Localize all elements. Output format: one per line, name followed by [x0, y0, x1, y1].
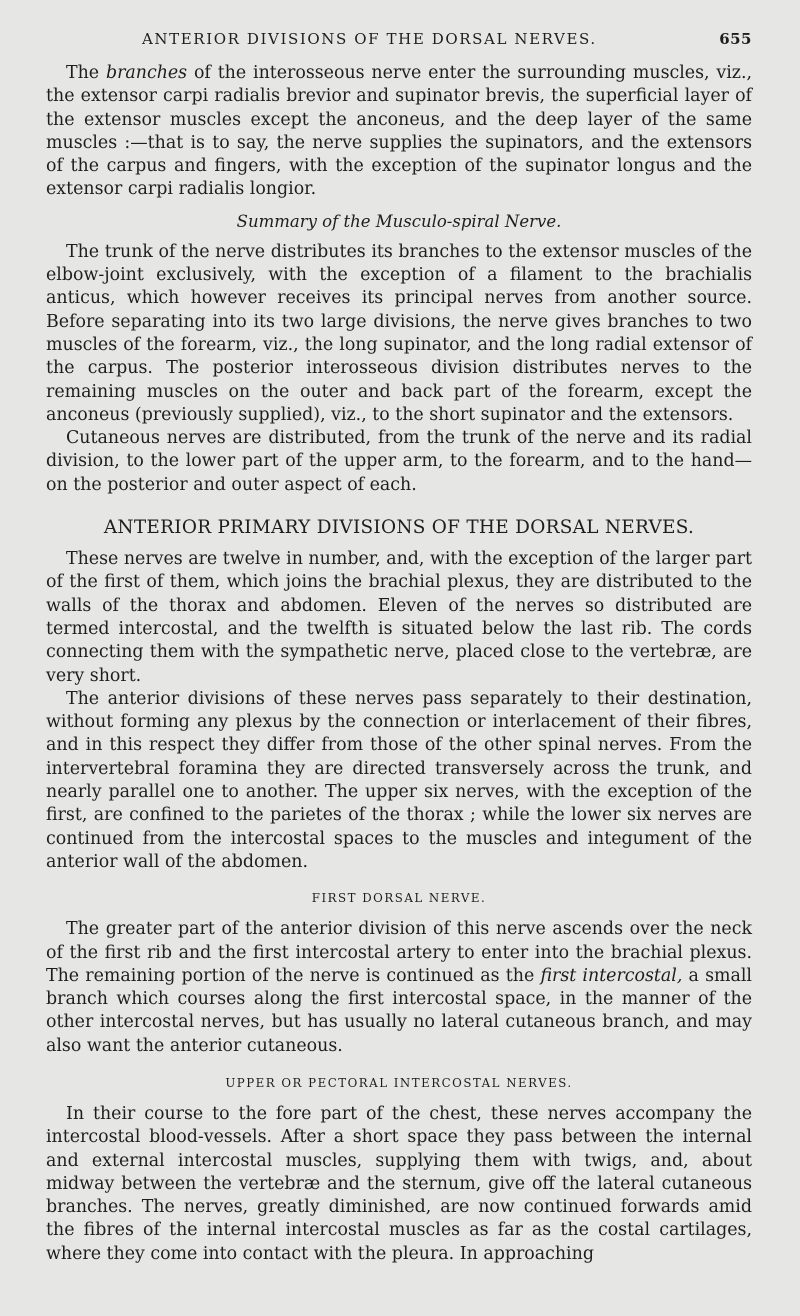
section-paragraph: The anterior divisions of these nerves pass separately to their destination, without forming any plexus by the connection or interlacement of their fibres, and in this respect they differ from those of the other spinal nerves. From the intervertebral foramina they are directed transversely across the trunk, and nearly parallel one to another. The upper six nerves, with the exception of the first, are confined to the parietes of the thorax ; while the lower six nerves are continued from the intercostal spaces to the muscles and integument of the anterior wall of the abdomen. — [46, 688, 752, 872]
italic-term: first intercostal, — [540, 965, 683, 986]
running-title: ANTERIOR DIVISIONS OF THE DORSAL NERVES. — [142, 30, 597, 48]
section-paragraph: These nerves are twelve in number, and, with the exception of the larger part of the first of them, which joins the brachial plexus, they are distributed to the walls of the thorax and abdomen. Eleven of the nerves so distributed are termed intercostal, and the twelfth is situated below the last rib. The cords connecting them with the sympathetic nerve, placed close to the vertebræ, are very short. — [46, 549, 752, 686]
first-dorsal-paragraph: The greater part of the anterior division of this nerve ascends over the neck of the first rib and the first intercostal artery to enter into the brachial plexus. The remaining portion of the nerve is continued as the first intercostal, a small branch which courses along the first intercostal space, in the manner of the other intercostal nerves, but has usually no lateral cutaneous branch, and may also want the anterior cutaneous. — [46, 919, 752, 1056]
page-number: 655 — [719, 30, 752, 48]
upper-intercostal-paragraph: In their course to the fore part of the chest, these nerves accompany the intercostal blood-vessels. After a short space they pass between the internal and external intercostal muscles, supplying them with twigs, and, about midway between the vertebræ and the sternum, give off the lateral cutaneous branches. The nerves, greatly diminished, are now continued forwards amid the fibres of the internal intercostal muscles as far as the costal cartilages, where they come into contact with the pleura. In approaching — [46, 1103, 752, 1264]
section-heading: ANTERIOR PRIMARY DIVISIONS OF THE DORSAL NERVES. — [103, 517, 695, 539]
italic-term: branches — [105, 63, 188, 83]
upper-intercostal-heading: UPPER OR PECTORAL INTERCOSTAL NERVES. — [225, 1075, 573, 1090]
summary-paragraph: The trunk of the nerve distributes its branches to the extensor muscles of the elbow-joint exclusively, with the exception of a filament to the brachialis anticus, which however receives its principal nerves from another source. Before separating into its two large divisions, the nerve gives branches to two muscles of the forearm, viz., the long supinator, and the long radial extensor of the carpus. The posterior interosseous division distributes nerves to the remaining muscles on the outer and back part of the forearm, except the anconeus (previously supplied), viz., to the short supinator and the extensors. — [46, 241, 752, 425]
paragraph-interosseous-branches: The branches of the interosseous nerve enter the surrounding muscles, viz., the extensor carpi radialis brevior and supinator brevis, the superficial layer of the extensor muscles except the anconeus, and the deep layer of the same muscles :—that is to say, the nerve supplies the supinators, and the extensors of the carpus and fingers, with the exception of the supinator longus and the extensor carpi radialis longior. — [46, 63, 752, 200]
summary-paragraph: Cutaneous nerves are distributed, from the trunk of the nerve and its radial division, to the lower part of the upper arm, to the forearm, and to the hand—on the posterior and outer aspect of each. — [46, 428, 752, 495]
summary-heading: Summary of the Musculo-spiral Nerve. — [236, 211, 562, 231]
first-dorsal-heading: FIRST DORSAL NERVE. — [311, 891, 487, 906]
running-header — [46, 30, 752, 48]
